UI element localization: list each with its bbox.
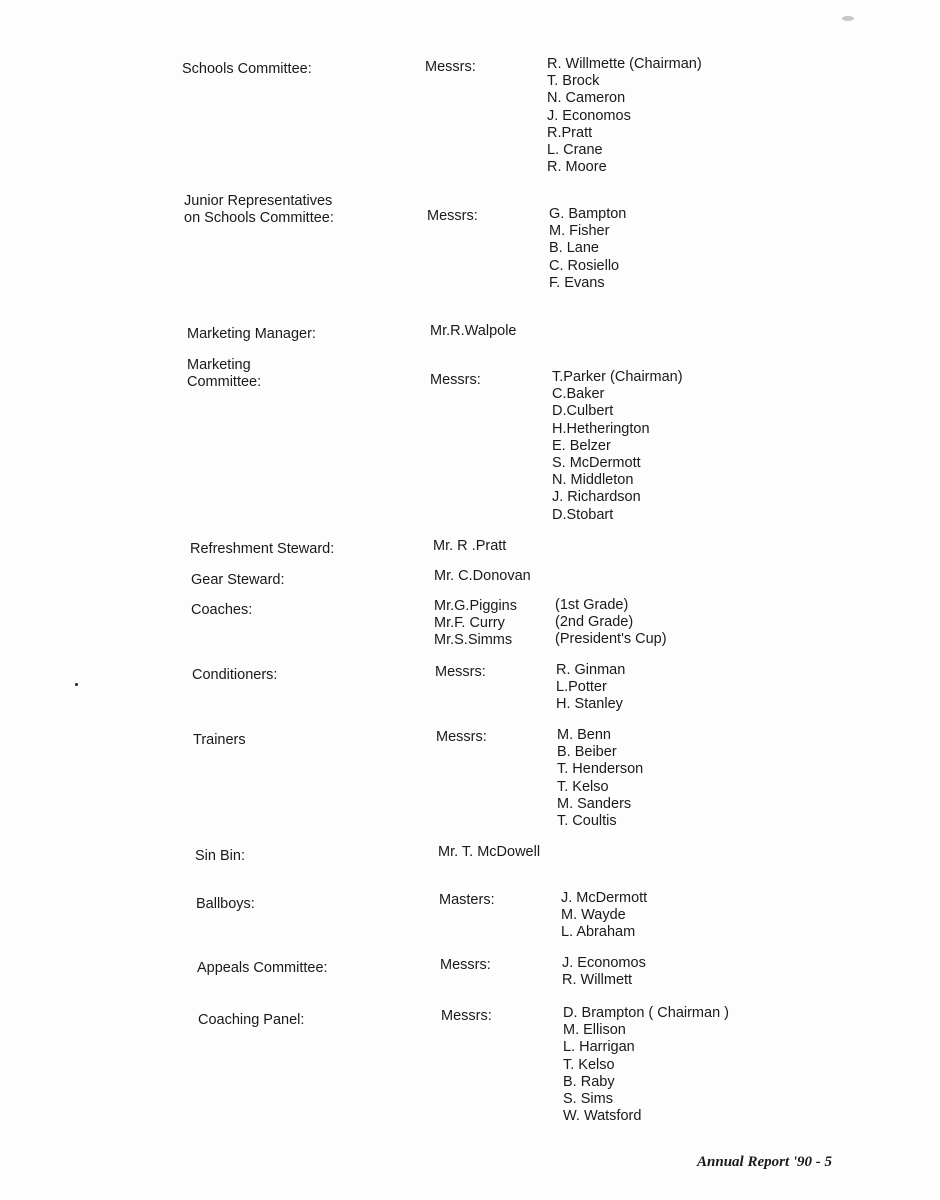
member-name: J. Economos xyxy=(547,107,631,124)
paper-mark xyxy=(842,16,854,21)
member-name: F. Evans xyxy=(549,274,605,291)
section-label: Conditioners: xyxy=(192,667,278,683)
member-name: R. Willmette (Chairman) xyxy=(547,56,702,72)
member-name: L. Abraham xyxy=(561,924,636,941)
member-name: C.Baker xyxy=(552,386,605,403)
member-name: D.Stobart xyxy=(552,506,614,523)
member-name: B. Lane xyxy=(549,240,599,257)
member-list xyxy=(555,597,667,649)
member-name: L. Crane xyxy=(547,142,603,159)
member-name: M. Sanders xyxy=(557,795,632,812)
member-name: R. Willmett xyxy=(562,972,633,989)
member-name: T. Brock xyxy=(547,73,600,90)
member-name: M. Ellison xyxy=(563,1022,626,1039)
section-label: Schools Committee: xyxy=(182,61,312,77)
section-label: Coaching Panel: xyxy=(198,1012,305,1028)
member-list xyxy=(552,369,683,524)
section-label: Refreshment Steward: xyxy=(190,541,335,557)
section-title: Messrs: xyxy=(440,957,491,973)
section-label: Appeals Committee: xyxy=(197,960,328,976)
member-list xyxy=(561,890,647,942)
member-name: N. Cameron xyxy=(547,90,626,107)
member-name: M. Wayde xyxy=(561,907,626,924)
section-label: Trainers xyxy=(193,732,246,748)
member-name: D.Culbert xyxy=(552,403,614,420)
member-name: T. Kelso xyxy=(563,1056,615,1073)
member-list xyxy=(556,662,625,714)
section-label: Marketing Committee: xyxy=(187,357,262,390)
section-label: Marketing Manager: xyxy=(187,326,316,342)
section-title: Mr. C.Donovan xyxy=(434,568,531,584)
section-label: Gear Steward: xyxy=(191,572,285,588)
member-name: (1st Grade) xyxy=(555,597,629,613)
member-name: G. Bampton xyxy=(549,206,627,222)
member-name: E. Belzer xyxy=(552,437,611,454)
member-list xyxy=(563,1005,729,1125)
member-name: T. Coultis xyxy=(557,813,617,830)
member-name: C. Rosiello xyxy=(549,257,620,274)
paper-speck xyxy=(75,683,78,686)
member-name: D. Brampton ( Chairman ) xyxy=(563,1005,729,1021)
section-label: Junior Representatives on Schools Committee: xyxy=(184,193,334,226)
member-name: T.Parker (Chairman) xyxy=(552,369,683,385)
member-name: M. Fisher xyxy=(549,223,610,240)
section-title: Messrs: xyxy=(436,729,487,745)
member-list xyxy=(562,955,646,989)
member-name: (2nd Grade) xyxy=(555,614,634,631)
member-name: J. McDermott xyxy=(561,890,648,906)
member-name: B. Raby xyxy=(563,1073,615,1090)
member-name: B. Beiber xyxy=(557,744,617,761)
member-name: R. Ginman xyxy=(556,662,626,678)
member-name: R. Moore xyxy=(547,159,607,176)
member-name: W. Watsford xyxy=(563,1108,642,1125)
member-name: H.Hetherington xyxy=(552,420,650,437)
section-title: Mr. R .Pratt xyxy=(433,538,507,554)
member-name: (President's Cup) xyxy=(555,631,667,648)
section-title: Messrs: xyxy=(427,208,478,224)
member-name: T. Henderson xyxy=(557,761,644,778)
member-name: M. Benn xyxy=(557,727,611,743)
member-name: L. Harrigan xyxy=(563,1039,635,1056)
section-title: Mr.G.Piggins Mr.F. Curry Mr.S.Simms xyxy=(434,598,517,649)
member-list xyxy=(557,727,643,830)
section-title: Messrs: xyxy=(435,664,486,680)
section-label: Ballboys: xyxy=(196,896,255,912)
member-name: S. Sims xyxy=(563,1091,613,1108)
section-title: Mr. T. McDowell xyxy=(438,844,541,860)
section-title: Messrs: xyxy=(425,59,476,75)
member-name: R.Pratt xyxy=(547,124,593,141)
section-title: Messrs: xyxy=(441,1008,492,1024)
member-name: N. Middleton xyxy=(552,472,634,489)
member-name: J. Richardson xyxy=(552,489,641,506)
member-name: S. McDermott xyxy=(552,455,641,472)
section-title: Messrs: xyxy=(430,372,481,388)
member-list xyxy=(547,56,702,176)
member-name: L.Potter xyxy=(556,679,607,696)
member-name: T. Kelso xyxy=(557,778,609,795)
section-label: Coaches: xyxy=(191,602,253,618)
member-list xyxy=(549,206,626,292)
section-title: Masters: xyxy=(439,892,495,908)
member-name: J. Economos xyxy=(562,955,646,971)
page-footer: Annual Report '90 - 5 xyxy=(697,1154,833,1170)
section-label: Sin Bin: xyxy=(195,848,245,864)
member-name: H. Stanley xyxy=(556,696,623,713)
section-title: Mr.R.Walpole xyxy=(430,323,517,339)
